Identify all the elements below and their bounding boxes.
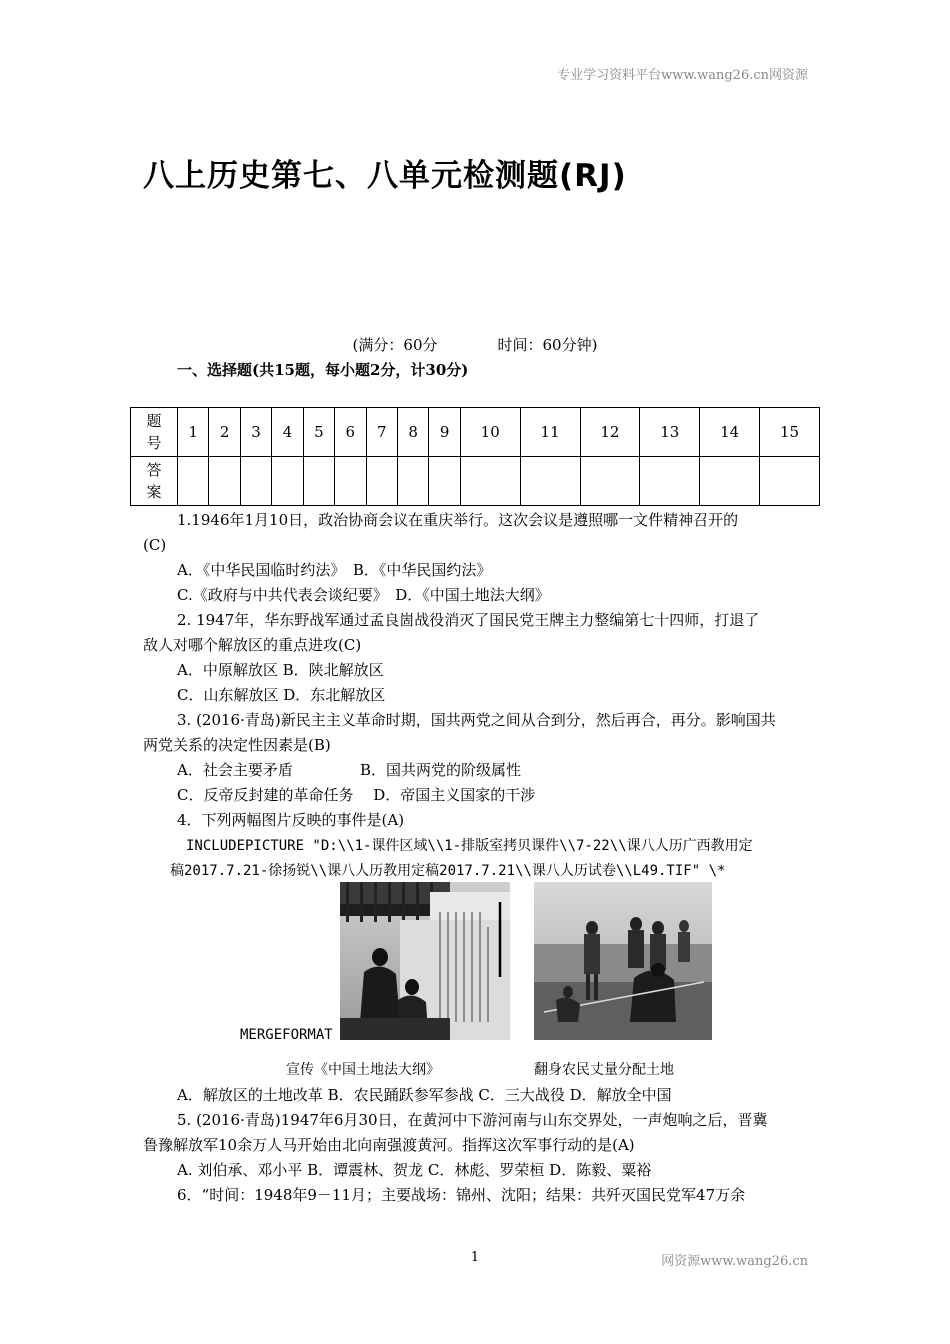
question-4-stem: 4．下列两幅图片反映的事件是(A) bbox=[177, 811, 405, 829]
footer-source-note: 网资源www.wang26.cn bbox=[661, 1254, 808, 1269]
question-1-options-ab: A．《中华民国临时约法》 B．《中华民国约法》 bbox=[177, 561, 492, 579]
photo-caption-1: 宣传《中国土地法大纲》 bbox=[286, 1062, 440, 1078]
question-number-cell: 7 bbox=[366, 408, 397, 457]
question-4-options: A．解放区的土地改革 B．农民踊跃参军参战 C．三大战役 D．解放全中国 bbox=[177, 1086, 672, 1104]
answer-cell[interactable] bbox=[240, 457, 271, 506]
field-code-line-2: 稿2017.7.21-徐扬锐\\课八人历教用定稿2017.7.21\\课八人历试卷\\L49.TIF" \* bbox=[170, 863, 726, 879]
question-number-cell: 3 bbox=[240, 408, 271, 457]
question-5-stem-cont: 鲁豫解放军10余万人马开始由北向南强渡黄河。指挥这次军事行动的是(A) bbox=[143, 1136, 635, 1154]
land-law-poster-photo bbox=[340, 882, 510, 1040]
question-number-cell: 14 bbox=[700, 408, 760, 457]
question-1-options-cd: C.《政府与中共代表会谈纪要》 D．《中国土地法大纲》 bbox=[177, 586, 550, 604]
answer-cell[interactable] bbox=[429, 457, 460, 506]
question-6-stem: 6．“时间：1948年9－11月；主要战场：锦州、沈阳；结果：共歼灭国民党军47万余 bbox=[177, 1186, 746, 1204]
table-row bbox=[131, 457, 820, 506]
field-code-line-3: MERGEFORMAT bbox=[240, 1027, 333, 1043]
exam-meta bbox=[0, 334, 950, 355]
question-3-option-a: A．社会主要矛盾 bbox=[177, 761, 293, 779]
table-row bbox=[131, 408, 820, 457]
full-score: (满分：60分 bbox=[352, 336, 438, 354]
table-row-label: 答 案 bbox=[131, 457, 178, 506]
question-number-cell: 8 bbox=[397, 408, 428, 457]
answer-cell[interactable] bbox=[520, 457, 580, 506]
question-5-stem: 5. (2016·青岛)1947年6月30日，在黄河中下游河南与山东交界处，一声炮响之后，晋冀 bbox=[177, 1111, 768, 1129]
page-title: 八上历史第七、八单元检测题(RJ) bbox=[143, 158, 627, 194]
question-number-cell: 11 bbox=[520, 408, 580, 457]
question-number-cell: 2 bbox=[209, 408, 240, 457]
answer-cell[interactable] bbox=[303, 457, 334, 506]
question-number-cell: 15 bbox=[760, 408, 820, 457]
question-number-cell: 5 bbox=[303, 408, 334, 457]
question-2-options-cd: C．山东解放区 D．东北解放区 bbox=[177, 686, 386, 704]
answer-cell[interactable] bbox=[335, 457, 366, 506]
answer-cell[interactable] bbox=[272, 457, 303, 506]
answer-cell[interactable] bbox=[366, 457, 397, 506]
question-number-cell: 9 bbox=[429, 408, 460, 457]
question-2-options-ab: A．中原解放区 B．陕北解放区 bbox=[177, 661, 384, 679]
question-3-option-b: B．国共两党的阶级属性 bbox=[360, 761, 522, 779]
question-5-options: A. 刘伯承、邓小平 B．谭震林、贺龙 C．林彪、罗荣桓 D．陈毅、粟裕 bbox=[177, 1161, 652, 1179]
question-number-cell: 6 bbox=[335, 408, 366, 457]
answer-cell[interactable] bbox=[460, 457, 520, 506]
answer-cell[interactable] bbox=[178, 457, 209, 506]
answer-cell[interactable] bbox=[640, 457, 700, 506]
photo-caption-2: 翻身农民丈量分配土地 bbox=[534, 1062, 674, 1078]
page-number: 1 bbox=[470, 1250, 480, 1265]
question-number-cell: 4 bbox=[272, 408, 303, 457]
section-heading: 一、选择题(共15题，每小题2分，计30分) bbox=[177, 361, 469, 379]
question-number-cell: 12 bbox=[580, 408, 640, 457]
question-3-stem-cont: 两党关系的决定性因素是(B) bbox=[143, 736, 331, 754]
exam-time: 时间：60分钟) bbox=[497, 336, 598, 354]
question-2-stem: 2. 1947年，华东野战军通过孟良崮战役消灭了国民党王牌主力整编第七十四师，打退了 bbox=[177, 611, 760, 629]
question-3-stem: 3. (2016·青岛)新民主主义革命时期，国共两党之间从合到分，然后再合，再分。影响国共 bbox=[177, 711, 776, 729]
question-2-stem-cont: 敌人对哪个解放区的重点进攻(C) bbox=[143, 636, 362, 654]
land-measuring-photo bbox=[534, 882, 712, 1040]
question-1-stem: 1.1946年1月10日，政治协商会议在重庆举行。这次会议是遵照哪一文件精神召开的 bbox=[177, 511, 739, 529]
answer-table bbox=[130, 407, 820, 506]
answer-cell[interactable] bbox=[580, 457, 640, 506]
question-number-cell: 13 bbox=[640, 408, 700, 457]
header-source-note: 专业学习资料平台www.wang26.cn网资源 bbox=[557, 68, 808, 83]
answer-cell[interactable] bbox=[209, 457, 240, 506]
answer-cell[interactable] bbox=[700, 457, 760, 506]
table-row-label: 题 号 bbox=[131, 408, 178, 457]
answer-cell[interactable] bbox=[397, 457, 428, 506]
field-code-line-1: INCLUDEPICTURE "D:\\1-课件区域\\1-排版室拷贝课件\\7-22\\课八人历广西教用定 bbox=[186, 838, 753, 854]
question-1-answer: (C) bbox=[143, 536, 167, 554]
question-number-cell: 10 bbox=[460, 408, 520, 457]
question-3-options-cd: C．反帝反封建的革命任务 D．帝国主义国家的干涉 bbox=[177, 786, 536, 804]
answer-cell[interactable] bbox=[760, 457, 820, 506]
question-number-cell: 1 bbox=[178, 408, 209, 457]
